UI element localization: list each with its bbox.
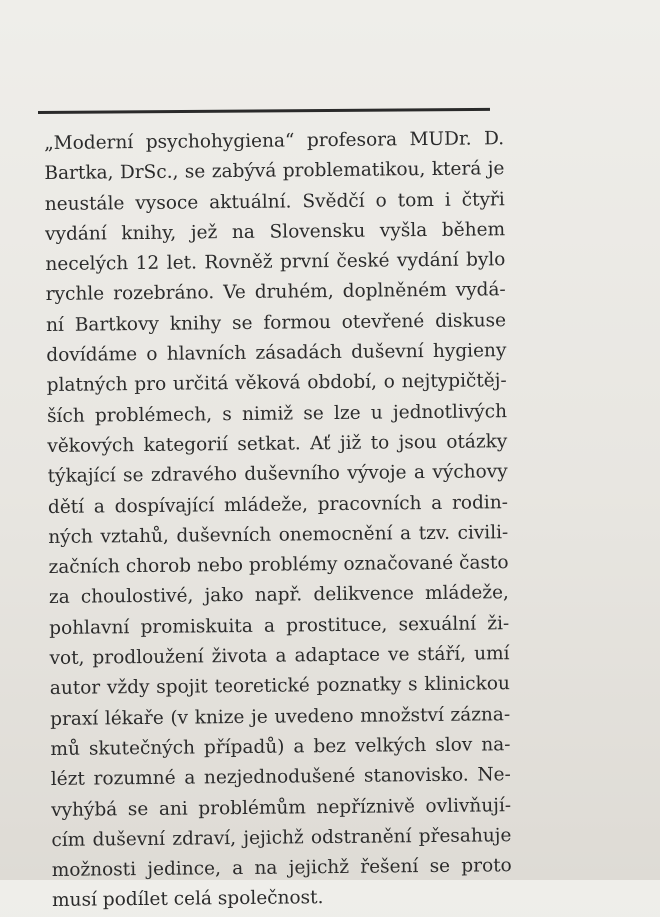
text-line: věkových kategorií setkat. Ať již to jsou otázky [47,431,508,457]
text-line: ných vztahů, duševních onemocnění a tzv. civili- [48,522,509,548]
text-line: dětí a dospívající mládeže, pracovních a rodin- [47,491,509,518]
text-line: cím duševní zdraví, jejichž odstranění přesahuje [51,824,512,851]
text-line: lézt rozumné a nezjednodušené stanovisko. Ne- [50,764,511,791]
text-line: musí podílet celá společnost. [51,887,324,912]
text-line: „Moderní psychohygiena“ profesora MUDr. D. [44,128,505,154]
horizontal-rule [38,108,490,114]
text-line: ších problémech, s nimiž se lze u jednotlivých [46,400,508,427]
text-line: ní Bartkovy knihy se formou otevřené diskuse [45,309,507,336]
text-line: rychle rozebráno. Ve druhém, doplněném vydá- [45,279,506,306]
blurb-paragraph [44,124,512,916]
text-line: možnosti jedince, a na jejichž řešení se proto [51,855,512,882]
text-line: vyhýbá se ani problémům nepříznivě ovlivňují- [51,794,512,821]
text-line: necelých 12 let. Rovněž první české vydání bylo [45,249,506,276]
text-line: mů skutečných případů) a bez velkých slov na- [50,734,511,760]
text-line: pohlavní promiskuita a prostituce, sexuální ži- [49,612,510,639]
text-line: za choulostivé, jako např. delikvence mládeže, [48,582,509,609]
text-line: týkající se zdravého duševního vývoje a výchovy [47,461,508,488]
text-line: vot, prodloužení života a adaptace ve stáří, umí [49,643,510,670]
text-line: dovídáme o hlavních zásadách duševní hygieny [46,340,507,367]
text-line: začních chorob nebo problémy označované často [48,552,509,579]
text-line: autor vždy spojit teoretické poznatky s klinickou [49,673,510,700]
text-line: praxí lékaře (v knize je uvedeno množství zázna- [50,703,511,730]
text-line: platných pro určitá věková období, o nejtypičtěj- [46,370,507,397]
text-line: neustále vysoce aktuální. Svědčí o tom i čtyři [44,188,505,215]
text-line: Bartka, DrSc., se zabývá problematikou, která je [44,158,505,185]
text-line: vydání knihy, jež na Slovensku vyšla během [44,219,506,245]
